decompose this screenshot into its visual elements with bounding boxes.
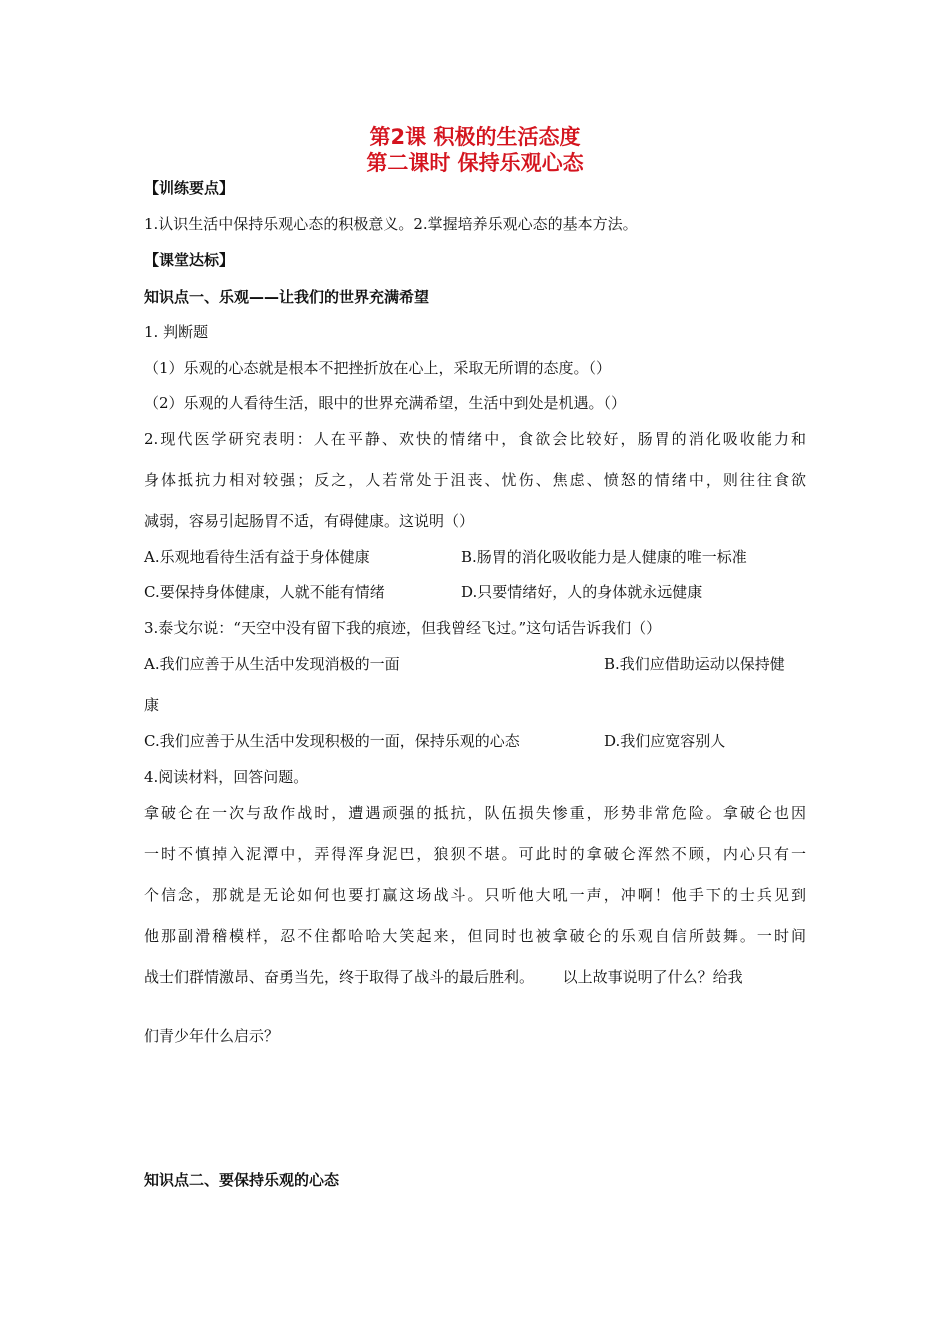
question-4-material-line-5: 战士们群情激昂、奋勇当先，终于取得了战斗的最后胜利。 以上故事说明了什么？给我 [144, 968, 743, 986]
question-4-material-line-1: 拿破仑在一次与敌作战时，遭遇顽强的抵抗，队伍损失惨重，形势非常危险。拿破仑也因 [144, 804, 806, 822]
training-points-heading: 【训练要点】 [144, 179, 235, 197]
question-2-option-c: C.要保持身体健康，人就不能有情绪 [144, 583, 385, 601]
question-2-option-b: B.肠胃的消化吸收能力是人健康的唯一标准 [461, 548, 747, 566]
question-2-option-d: D.只要情绪好，人的身体就永远健康 [461, 583, 703, 601]
question-2-stem-line-3: 减弱，容易引起肠胃不适，有碍健康。这说明（） [144, 512, 475, 530]
lesson-title: 第2课 积极的生活态度 [369, 125, 581, 149]
question-3-option-a: A.我们应善于从生活中发现消极的一面 [144, 655, 400, 673]
question-3-option-b: B.我们应借助运动以保持健 [604, 655, 785, 673]
question-1-label: 1. 判断题 [144, 323, 209, 341]
question-1-item-2: （2）乐观的人看待生活，眼中的世界充满希望，生活中到处是机遇。（） [144, 394, 627, 412]
question-4-stem: 4.阅读材料，回答问题。 [144, 768, 309, 786]
question-1-item-1: （1）乐观的心态就是根本不把挫折放在心上，采取无所谓的态度。（） [144, 359, 612, 377]
question-2-option-a: A.乐观地看待生活有益于身体健康 [144, 548, 370, 566]
question-4-material-line-3: 个信念，那就是无论如何也要打赢这场战斗。只听他大吼一声，冲啊！他手下的士兵见到 [144, 886, 806, 904]
classroom-heading: 【课堂达标】 [144, 251, 235, 269]
question-3-stem: 3.泰戈尔说：“天空中没有留下我的痕迹，但我曾经飞过。”这句话告诉我们（） [144, 619, 662, 637]
knowledge-point-1-heading: 知识点一、乐观——让我们的世界充满希望 [144, 288, 430, 306]
question-2-stem-line-2: 身体抵抗力相对较强；反之，人若常处于沮丧、忧伤、焦虑、愤怒的情绪中，则往往食欲 [144, 471, 806, 489]
question-3-option-c: C.我们应善于从生活中发现积极的一面，保持乐观的心态 [144, 732, 520, 750]
question-4-material-line-6: 们青少年什么启示？ [144, 1027, 280, 1045]
question-3-option-d: D.我们应宽容别人 [604, 732, 726, 750]
question-3-option-b-continued: 康 [144, 696, 160, 714]
question-2-stem-line-1: 2.现代医学研究表明：人在平静、欢快的情绪中，食欲会比较好，肠胃的消化吸收能力和 [144, 430, 806, 448]
question-4-material-line-4: 他那副滑稽模样，忍不住都哈哈大笑起来，但同时也被拿破仑的乐观自信所鼓舞。一时间 [144, 927, 806, 945]
knowledge-point-2-heading: 知识点二、要保持乐观的心态 [144, 1171, 340, 1189]
training-points-text: 1.认识生活中保持乐观心态的积极意义。2.掌握培养乐观心态的基本方法。 [144, 215, 638, 233]
question-4-material-line-2: 一时不慎掉入泥潭中，弄得浑身泥巴，狼狈不堪。可此时的拿破仑浑然不顾，内心只有一 [144, 845, 806, 863]
lesson-subtitle: 第二课时 保持乐观心态 [366, 151, 584, 175]
